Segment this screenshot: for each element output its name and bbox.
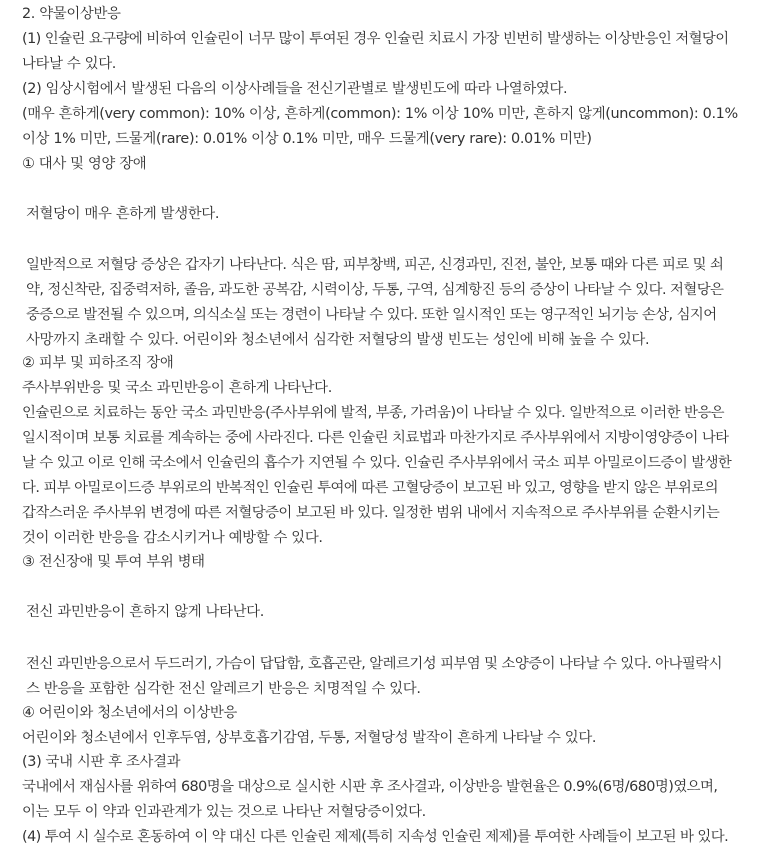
paragraph-1-line-1: (1) 인슐린 요구량에 비하여 인슐린이 너무 많이 투여된 경우 인슐린 치료시 가장 빈번히 발생하는 이상반응인 저혈당이: [22, 31, 729, 47]
paragraph-4: (4) 투여 시 실수로 혼동하여 이 약 대신 다른 인슐린 제제(특히 지속성 인슐린 제제)를 투여한 사례들이 보고된 바 있다.: [22, 829, 729, 845]
subsection-2-body-line-5: 갑작스러운 주사부위 변경에 따른 저혈당증이 보고된 바 있다. 일정한 범위 내에서 지속적으로 주사부위를 순환시키는: [22, 505, 720, 521]
subsection-1-body-line-1: 일반적으로 저혈당 증상은 갑자기 나타난다. 식은 땀, 피부창백, 피곤, 신경과민, 진전, 불안, 보통 때와 다른 피로 및 쇠: [26, 257, 724, 273]
subsection-2-title: ② 피부 및 피하조직 장애: [22, 355, 174, 371]
subsection-2-body-line-2: 일시적이며 보통 치료를 계속하는 중에 사라진다. 다른 인슐린 치료법과 마찬가지로 주사부위에서 지방이영양증이 나타: [22, 430, 729, 446]
subsection-4-body: 어린이와 청소년에서 인후두염, 상부호흡기감염, 두통, 저혈당성 발작이 흔하게 나타날 수 있다.: [22, 730, 597, 746]
subsection-3-body-line-1: 전신 과민반응으로서 두드러기, 가슴이 답답함, 호흡곤란, 알레르기성 피부염 및 소양증이 나타날 수 있다. 아나필락시: [26, 656, 722, 672]
frequency-definition-line-2: 이상 1% 미만, 드물게(rare): 0.01% 이상 0.1% 미만, 매우 드물게(very rare): 0.01% 미만): [22, 131, 592, 147]
subsection-2-body-line-3: 날 수 있고 이로 인해 국소에서 인슐린의 흡수가 지연될 수 있다. 인슐린 주사부위에서 국소 피부 아밀로이드증이 발생한: [22, 455, 732, 471]
subsection-1-body-line-4: 사망까지 초래할 수 있다. 어린이와 청소년에서 심각한 저혈당의 발생 빈도는 성인에 비해 높을 수 있다.: [26, 332, 650, 348]
paragraph-3-body-line-1: 국내에서 재심사를 위하여 680명을 대상으로 실시한 시판 후 조사결과, 이상반응 발현율은 0.9%(6명/680명)였으며,: [22, 779, 718, 795]
subsection-2-body-line-4: 다. 피부 아밀로이드증 부위로의 반복적인 인슐린 투여에 따른 고혈당증이 보고된 바 있고, 영향을 받지 않은 부위로의: [22, 480, 718, 496]
subsection-1-frequency: 저혈당이 매우 흔하게 발생한다.: [26, 206, 220, 222]
paragraph-3-body-line-2: 이는 모두 이 약과 인과관계가 있는 것으로 나타난 저혈당증이었다.: [22, 804, 426, 820]
subsection-1-body-line-3: 중증으로 발전될 수 있으며, 의식소실 또는 경련이 나타날 수 있다. 또한 일시적인 또는 영구적인 뇌기능 손상, 심지어: [26, 307, 717, 323]
paragraph-3-title: (3) 국내 시판 후 조사결과: [22, 754, 181, 770]
subsection-3-body-line-2: 스 반응을 포함한 심각한 전신 알레르기 반응은 치명적일 수 있다.: [26, 681, 421, 697]
subsection-2-frequency: 주사부위반응 및 국소 과민반응이 흔하게 나타난다.: [22, 380, 332, 396]
subsection-2-body-line-6: 것이 이러한 반응을 감소시키거나 예방할 수 있다.: [22, 530, 323, 546]
subsection-2-body-line-1: 인슐린으로 치료하는 동안 국소 과민반응(주사부위에 발적, 부종, 가려움)이 나타날 수 있다. 일반적으로 이러한 반응은: [22, 405, 725, 421]
frequency-definition-line-1: (매우 흔하게(very common): 10% 이상, 흔하게(common): 1% 이상 10% 미만, 흔하지 않게(uncommon): 0.1%: [22, 106, 738, 122]
subsection-3-title: ③ 전신장애 및 투여 부위 병태: [22, 554, 205, 570]
subsection-4-title: ④ 어린이와 청소년에서의 이상반응: [22, 705, 237, 721]
section-heading: 2. 약물이상반응: [22, 6, 121, 22]
subsection-1-title: ① 대사 및 영양 장애: [22, 156, 147, 172]
subsection-3-frequency: 전신 과민반응이 흔하지 않게 나타난다.: [26, 604, 264, 620]
paragraph-1-line-2: 나타날 수 있다.: [22, 56, 116, 72]
paragraph-2-line-1: (2) 임상시험에서 발생된 다음의 이상사례들을 전신기관별로 발생빈도에 따라 나열하였다.: [22, 81, 568, 97]
subsection-1-body-line-2: 약, 정신착란, 집중력저하, 졸음, 과도한 공복감, 시력이상, 두통, 구역, 심계항진 등의 증상이 나타날 수 있다. 저혈당은: [26, 282, 724, 298]
